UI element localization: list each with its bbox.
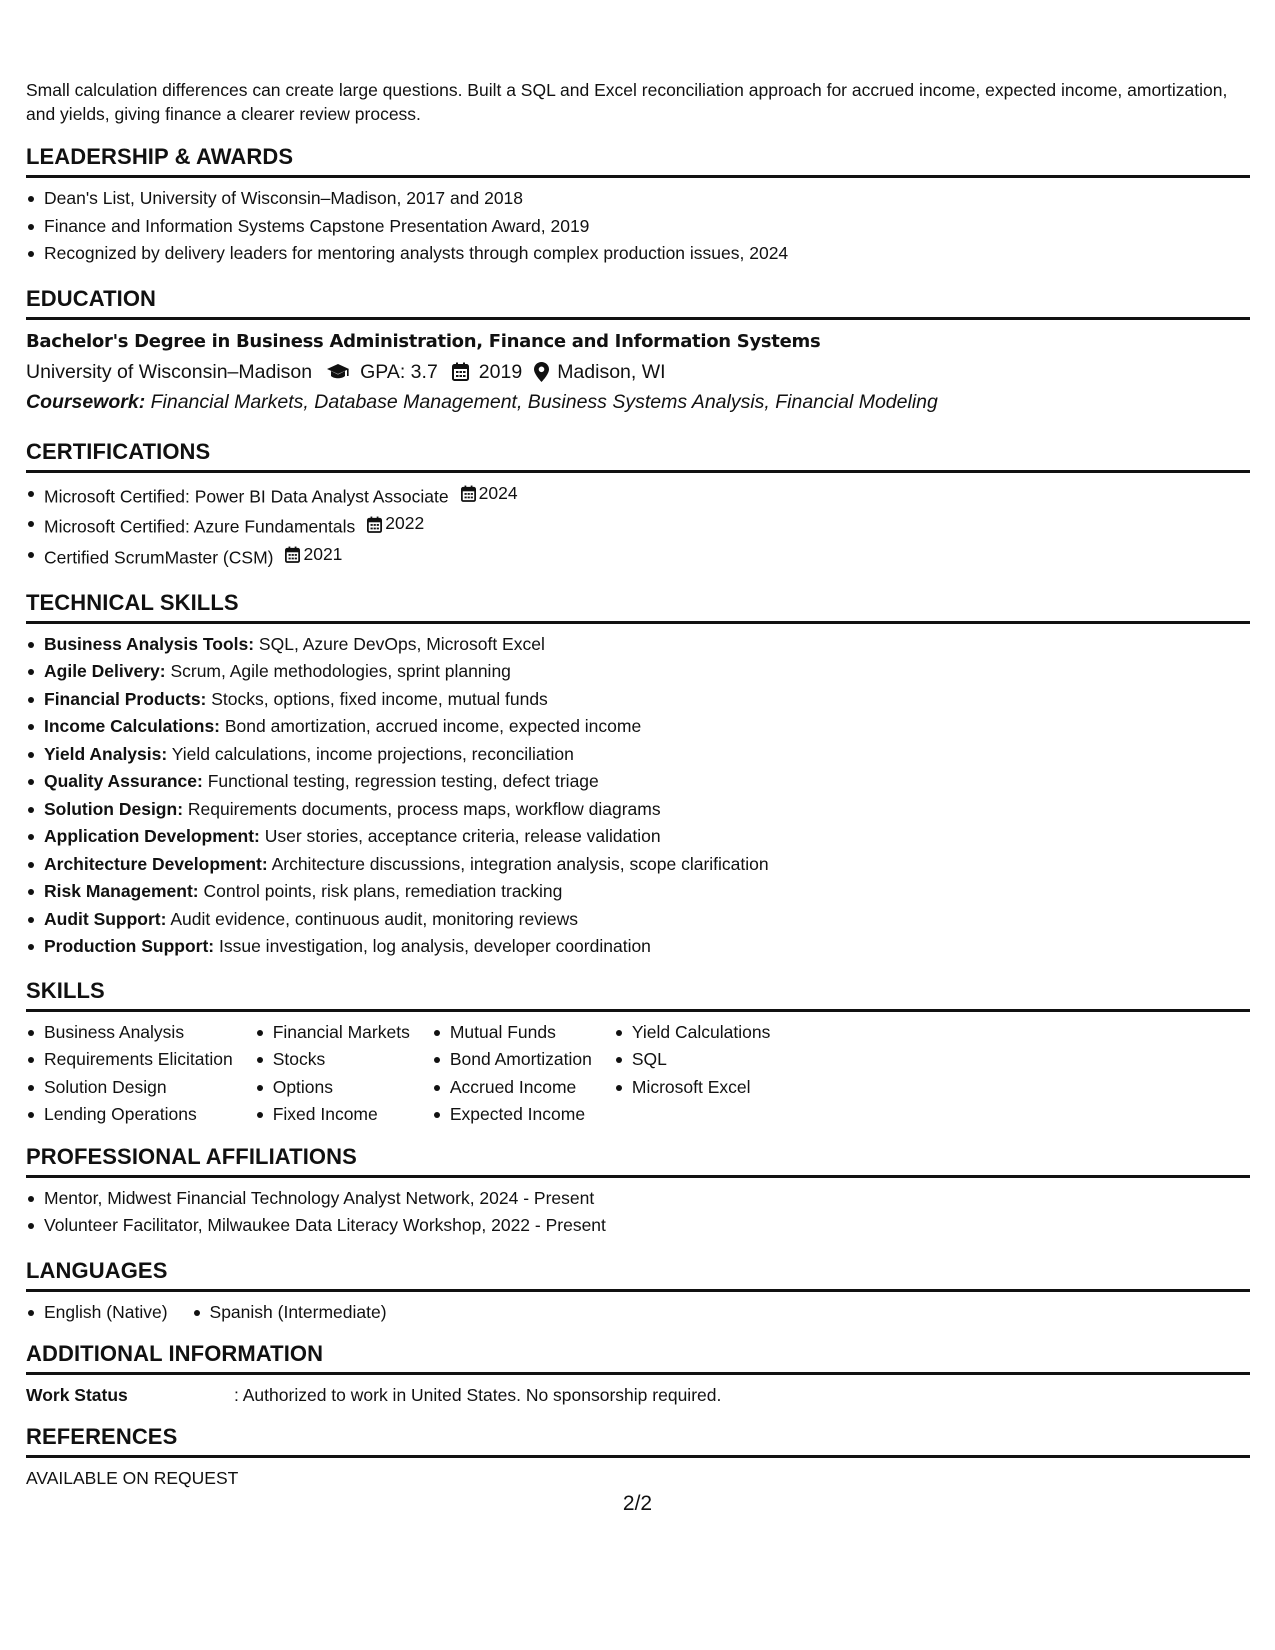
school-location: Madison, WI [557,360,666,383]
list-item: Business Analysis [44,1019,233,1047]
skill-value: Stocks, options, fixed income, mutual funds [206,688,548,709]
languages-section [26,1257,1250,1327]
leadership-list [26,185,1250,268]
list-item: English (Native) [44,1299,168,1327]
page-number: 2/2 [622,1492,653,1515]
list-item: Solution Design [44,1074,233,1102]
skill-value: Issue investigation, log analysis, developer coordination [214,936,651,957]
calendar-icon [452,362,469,381]
list-item [44,713,1250,741]
skills-column [432,1019,592,1129]
skill-label: Risk Management: [44,881,199,902]
graduation-cap-icon [326,363,350,381]
skill-value: Requirements documents, process maps, workflow diagrams [183,798,661,819]
skills-section [26,977,1250,1129]
leadership-section [26,143,1250,268]
skill-label: Architecture Development: [44,853,268,874]
list-item [44,823,1250,851]
cert-year: 2022 [385,513,425,534]
list-item: Yield Calculations [632,1019,770,1047]
additional-info-section [26,1340,1250,1409]
technical-skills-section [26,589,1250,961]
list-item: Stocks [273,1046,410,1074]
coursework-list: Financial Markets, Database Management, Business Systems Analysis, Financial Modeling [150,390,938,413]
cert-name: Microsoft Certified: Power BI Data Analyst Associate [44,485,449,506]
skill-label: Business Analysis Tools: [44,633,255,654]
references-text: AVAILABLE ON REQUEST [26,1468,239,1489]
skills-column [614,1019,770,1129]
list-item: Requirements Elicitation [44,1046,233,1074]
list-item [44,686,1250,714]
skill-value: SQL, Azure DevOps, Microsoft Excel [254,633,545,654]
list-item [44,741,1250,769]
skill-value: User stories, acceptance criteria, release validation [259,826,661,847]
list-item: Mentor, Midwest Financial Technology Analyst Network, 2024 - Present [44,1185,1250,1213]
project-summary: Small calculation differences can create large questions. Built a SQL and Excel reconciliation approach for accrued income, expected income, amortization, and yields, giving finance a clearer review process. [26,80,1228,124]
section-heading: PROFESSIONAL AFFILIATIONS [26,1143,1250,1178]
skills-column [255,1019,410,1129]
list-item [44,796,1250,824]
languages-list [26,1299,1250,1327]
list-item [44,878,1250,906]
work-status-value: : Authorized to work in United States. No sponsorship required. [234,1385,722,1406]
graduation-year: 2019 [478,360,523,383]
section-heading: SKILLS [26,977,1250,1012]
calendar-icon [461,485,476,502]
skill-value: Yield calculations, income projections, reconciliation [167,743,574,764]
list-item: Microsoft Excel [632,1074,770,1102]
list-item [44,631,1250,659]
list-item: Mutual Funds [450,1019,592,1047]
skill-value: Bond amortization, accrued income, expected income [220,716,642,737]
skill-value: Audit evidence, continuous audit, monitoring reviews [166,908,578,929]
skills-grid [26,1019,1250,1129]
map-pin-icon [534,362,549,382]
list-item: Fixed Income [273,1101,410,1129]
work-status-label: Work Status [26,1385,128,1406]
calendar-icon [285,546,300,563]
list-item [44,851,1250,879]
skills-column [26,1019,233,1129]
certifications-list [26,480,1250,572]
section-heading: LANGUAGES [26,1257,1250,1292]
skill-label: Application Development: [44,826,260,847]
skill-label: Production Support: [44,936,215,957]
technical-skills-list [26,631,1250,961]
skill-label: Quality Assurance: [44,771,203,792]
section-heading: TECHNICAL SKILLS [26,589,1250,624]
degree-title: Bachelor's Degree in Business Administration, Finance and Information Systems [26,330,821,352]
references-section [26,1423,1250,1492]
list-item: Finance and Information Systems Capstone Presentation Award, 2019 [44,213,1250,241]
section-heading: REFERENCES [26,1423,1250,1458]
skill-value: Scrum, Agile methodologies, sprint planning [165,661,511,682]
affiliations-section [26,1143,1250,1240]
coursework [26,387,1250,418]
list-item: Accrued Income [450,1074,592,1102]
list-item [44,906,1250,934]
list-item: Dean's List, University of Wisconsin–Madison, 2017 and 2018 [44,185,1250,213]
list-item [44,658,1250,686]
section-heading: ADDITIONAL INFORMATION [26,1340,1250,1375]
skill-value: Architecture discussions, integration analysis, scope clarification [267,853,769,874]
certifications-section [26,438,1250,572]
section-heading: LEADERSHIP & AWARDS [26,143,1250,178]
calendar-icon [367,516,382,533]
skill-label: Agile Delivery: [44,661,166,682]
skill-value: Functional testing, regression testing, defect triage [202,771,599,792]
skill-label: Yield Analysis: [44,743,168,764]
gpa-value: GPA: 3.7 [360,360,438,383]
education-details [26,357,1250,387]
list-item: Financial Markets [273,1019,410,1047]
list-item [44,768,1250,796]
section-heading: CERTIFICATIONS [26,438,1250,473]
cert-year: 2024 [478,482,518,503]
work-status-row [26,1382,1250,1409]
list-item: Spanish (Intermediate) [210,1299,387,1327]
school-name: University of Wisconsin–Madison [26,360,313,383]
list-item: Expected Income [450,1101,592,1129]
list-item [44,510,1250,541]
education-section [26,285,1250,418]
resume-page [26,78,1250,1492]
skill-value: Control points, risk plans, remediation tracking [198,881,563,902]
skill-label: Audit Support: [44,908,167,929]
cert-name: Microsoft Certified: Azure Fundamentals [44,516,356,537]
cert-name: Certified ScrumMaster (CSM) [44,547,274,568]
list-item: Lending Operations [44,1101,233,1129]
list-item: SQL [632,1046,770,1074]
list-item: Recognized by delivery leaders for mentoring analysts through complex production issues, 2024 [44,240,1250,268]
affiliations-list [26,1185,1250,1240]
coursework-label: Coursework: [26,390,146,413]
skill-label: Income Calculations: [44,716,221,737]
cert-year: 2021 [303,544,343,564]
list-item [44,541,1250,572]
section-heading: EDUCATION [26,285,1250,320]
list-item: Options [273,1074,410,1102]
list-item: Bond Amortization [450,1046,592,1074]
skill-label: Solution Design: [44,798,184,819]
skill-label: Financial Products: [44,688,207,709]
list-item: Volunteer Facilitator, Milwaukee Data Literacy Workshop, 2022 - Present [44,1212,1250,1240]
list-item [44,480,1250,511]
list-item [44,933,1250,961]
